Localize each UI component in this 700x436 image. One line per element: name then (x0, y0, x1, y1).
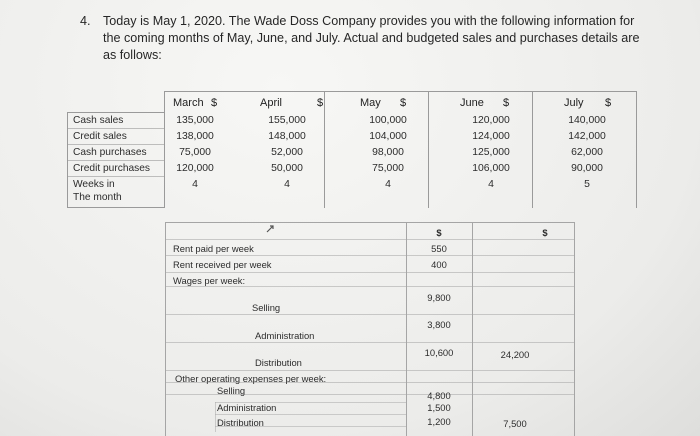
pencil-mark-icon (265, 224, 275, 234)
cell: 142,000 (568, 131, 606, 142)
cell: 138,000 (176, 131, 214, 142)
header-april: April (260, 97, 283, 109)
col-header-1: $ (436, 227, 442, 238)
distribution-label: Distribution (255, 357, 302, 368)
other-distribution-value: 1,200 (427, 416, 451, 427)
expenses-table (165, 222, 575, 436)
cell: 52,000 (271, 147, 303, 158)
cell: 5 (584, 179, 590, 190)
selling-label: Selling (252, 302, 281, 313)
wages-label: Wages per week: (173, 275, 246, 286)
cell: 140,000 (568, 115, 606, 126)
sales-purchases-table (67, 91, 637, 210)
cell: 148,000 (268, 131, 306, 142)
cell: 135,000 (176, 115, 214, 126)
cell: 106,000 (472, 163, 510, 174)
cell: 4 (284, 179, 290, 190)
header-july-unit: $ (605, 97, 612, 109)
other-total: 7,500 (503, 418, 527, 429)
rent-paid-value: 550 (431, 243, 447, 254)
cell: 62,000 (571, 147, 603, 158)
cell: 4 (488, 179, 494, 190)
cell: 155,000 (268, 115, 306, 126)
cell: 124,000 (472, 131, 510, 142)
header-march-unit: $ (211, 97, 218, 109)
question-block (80, 13, 640, 64)
rent-received-value: 400 (431, 259, 447, 270)
rent-paid-label: Rent paid per week (173, 243, 254, 254)
administration-value: 3,800 (427, 319, 451, 330)
cell: 4 (192, 179, 198, 190)
col-header-2: $ (542, 227, 548, 238)
row-label-cash-purchases: Cash purchases (73, 147, 147, 158)
cell: 4 (385, 179, 391, 190)
administration-label: Administration (255, 330, 315, 341)
header-june-unit: $ (503, 97, 510, 109)
header-april-unit: $ (317, 97, 324, 109)
other-selling-label: Selling (217, 385, 246, 396)
row-label-credit-purchases: Credit purchases (73, 163, 151, 174)
other-administration-value: 1,500 (427, 402, 451, 413)
header-june: June (460, 97, 484, 109)
other-distribution-label: Distribution (217, 417, 264, 428)
header-july: July (564, 97, 584, 109)
cell: 50,000 (271, 163, 303, 174)
row-label-cash-sales: Cash sales (73, 115, 124, 126)
cell: 120,000 (176, 163, 214, 174)
selling-value: 9,800 (427, 292, 451, 303)
row-label-the-month: The month (73, 192, 122, 203)
row-label-credit-sales: Credit sales (73, 131, 127, 142)
other-administration-label: Administration (217, 402, 277, 413)
question-text: Today is May 1, 2020. The Wade Doss Company provides you with the following information for the coming months of May, June, and July. Actual and budgeted sales and purchases details are as follows: (103, 14, 640, 62)
header-march: March (173, 97, 204, 109)
distribution-value: 10,600 (424, 347, 454, 358)
wages-total: 24,200 (500, 349, 530, 360)
header-may-unit: $ (400, 97, 407, 109)
cell: 120,000 (472, 115, 510, 126)
question-number: 4. (80, 14, 91, 28)
other-expenses-label: Other operating expenses per week: (175, 373, 327, 384)
cell: 104,000 (369, 131, 407, 142)
cell: 90,000 (571, 163, 603, 174)
row-label-weeks-in: Weeks in (73, 179, 115, 190)
cell: 125,000 (472, 147, 510, 158)
header-may: May (360, 97, 381, 109)
cell: 75,000 (372, 163, 404, 174)
cell: 98,000 (372, 147, 404, 158)
rent-received-label: Rent received per week (173, 259, 272, 270)
cell: 100,000 (369, 115, 407, 126)
cell: 75,000 (179, 147, 211, 158)
other-selling-value: 4,800 (427, 390, 451, 401)
